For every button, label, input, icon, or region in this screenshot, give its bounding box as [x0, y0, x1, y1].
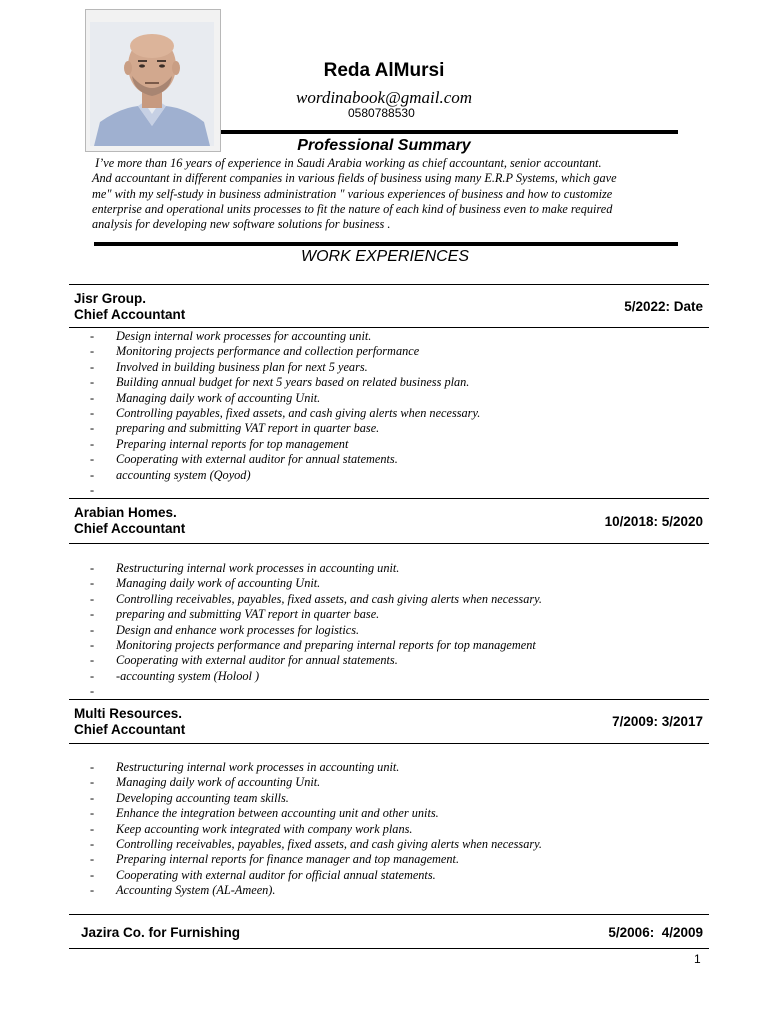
duty-item: - Cooperating with external auditor for annual statements. [90, 452, 398, 467]
candidate-name: Reda AlMursi [323, 60, 445, 81]
divider [69, 498, 709, 499]
duty-item: - accounting system (Qoyod) [90, 467, 251, 482]
email-address: wordinabook@gmail.com [296, 88, 473, 107]
duty-item: - [90, 483, 95, 498]
duty-item: - Accounting System (AL-Ameen). [90, 883, 276, 898]
summary-line: I’ve more than 16 years of experience in Saudi Arabia working as chief accountant, senior accountant. [92, 156, 602, 170]
duty-item: - Enhance the integration between accounting unit and other units. [90, 806, 439, 821]
summary-line: And accountant in different companies in various fields of business using many E.R.P Systems, which gave [92, 171, 617, 186]
duty-item: - Controlling receivables, payables, fixed assets, and cash giving alerts when necessary. [90, 591, 542, 606]
duty-item: - Cooperating with external auditor for official annual statements. [90, 867, 436, 882]
duty-item: - Preparing internal reports for top management [90, 436, 349, 451]
divider [94, 242, 678, 246]
duty-item: - Design internal work processes for accounting unit. [90, 329, 372, 343]
summary-title: Professional Summary [297, 137, 471, 154]
duty-item: - Involved in building business plan for next 5 years. [90, 359, 368, 374]
divider [69, 948, 709, 949]
duty-item: - Managing daily work of accounting Unit. [90, 775, 321, 790]
company-name: Multi Resources. [74, 706, 183, 721]
summary-line: me" with my self-study in business administration " various experiences of business and how to customize [92, 186, 613, 201]
job-header [74, 505, 185, 537]
job-title: Chief Accountant [74, 722, 186, 737]
duty-item: - preparing and submitting VAT report in quarter base. [90, 421, 380, 436]
person-portrait-icon [90, 22, 214, 146]
divider [221, 130, 678, 134]
duty-item: - Managing daily work of accounting Unit. [90, 390, 321, 405]
summary-text [92, 156, 702, 232]
phone-number: 0580788530 [348, 106, 415, 120]
duty-item: - Design and enhance work processes for logistics. [90, 622, 360, 637]
work-experiences-title: WORK EXPERIENCES [300, 248, 470, 265]
divider [69, 284, 709, 285]
duty-item: - [90, 684, 95, 699]
duty-item: - Keep accounting work integrated with company work plans. [90, 821, 413, 836]
divider [69, 327, 709, 328]
job-title: Chief Accountant [74, 307, 186, 322]
company-name: Arabian Homes. [74, 505, 177, 520]
profile-photo-image [90, 22, 214, 146]
job-dates: 10/2018: 5/2020 [604, 514, 703, 529]
company-name: Jazira Co. for Furnishing [81, 925, 241, 940]
duty-item: - -accounting system (Holool ) [90, 668, 260, 683]
duty-item: - Controlling receivables, payables, fixed assets, and cash giving alerts when necessary. [90, 837, 542, 852]
job-dates: 5/2006: 4/2009 [608, 925, 703, 940]
job-header [74, 706, 185, 738]
summary-line: enterprise and operational units processes to fit the nature of each kind of business even to make required [92, 201, 613, 216]
duty-item: - Developing accounting team skills. [90, 790, 289, 805]
duty-item: - Building annual budget for next 5 years based on related business plan. [90, 375, 470, 390]
job-header [81, 925, 240, 941]
page-number: 1 [694, 952, 701, 966]
job-dates: 7/2009: 3/2017 [612, 714, 703, 729]
duty-item: - Restructuring internal work processes in accounting unit. [90, 561, 400, 575]
duty-item: - preparing and submitting VAT report in quarter base. [90, 607, 380, 622]
duty-item: - Monitoring projects performance and collection performance [90, 344, 420, 359]
duty-list [90, 329, 480, 498]
duty-item: - Restructuring internal work processes in accounting unit. [90, 760, 400, 774]
divider [69, 743, 709, 744]
summary-line: analysis for developing new software solutions for business . [92, 217, 391, 232]
duty-list [90, 561, 542, 700]
divider [69, 699, 709, 700]
divider [69, 543, 709, 544]
job-header [74, 291, 185, 323]
duty-item: - Cooperating with external auditor for annual statements. [90, 653, 398, 668]
duty-item: - Managing daily work of accounting Unit. [90, 576, 321, 591]
duty-item: - Monitoring projects performance and preparing internal reports for top management [90, 638, 536, 653]
job-dates: 5/2022: Date [624, 299, 703, 314]
job-title: Chief Accountant [74, 521, 186, 536]
company-name: Jisr Group. [74, 291, 147, 306]
duty-item: - Controlling payables, fixed assets, and cash giving alerts when necessary. [90, 406, 481, 421]
duty-list [90, 760, 542, 899]
duty-item: - Preparing internal reports for finance manager and top management. [90, 852, 460, 867]
divider [69, 914, 709, 915]
